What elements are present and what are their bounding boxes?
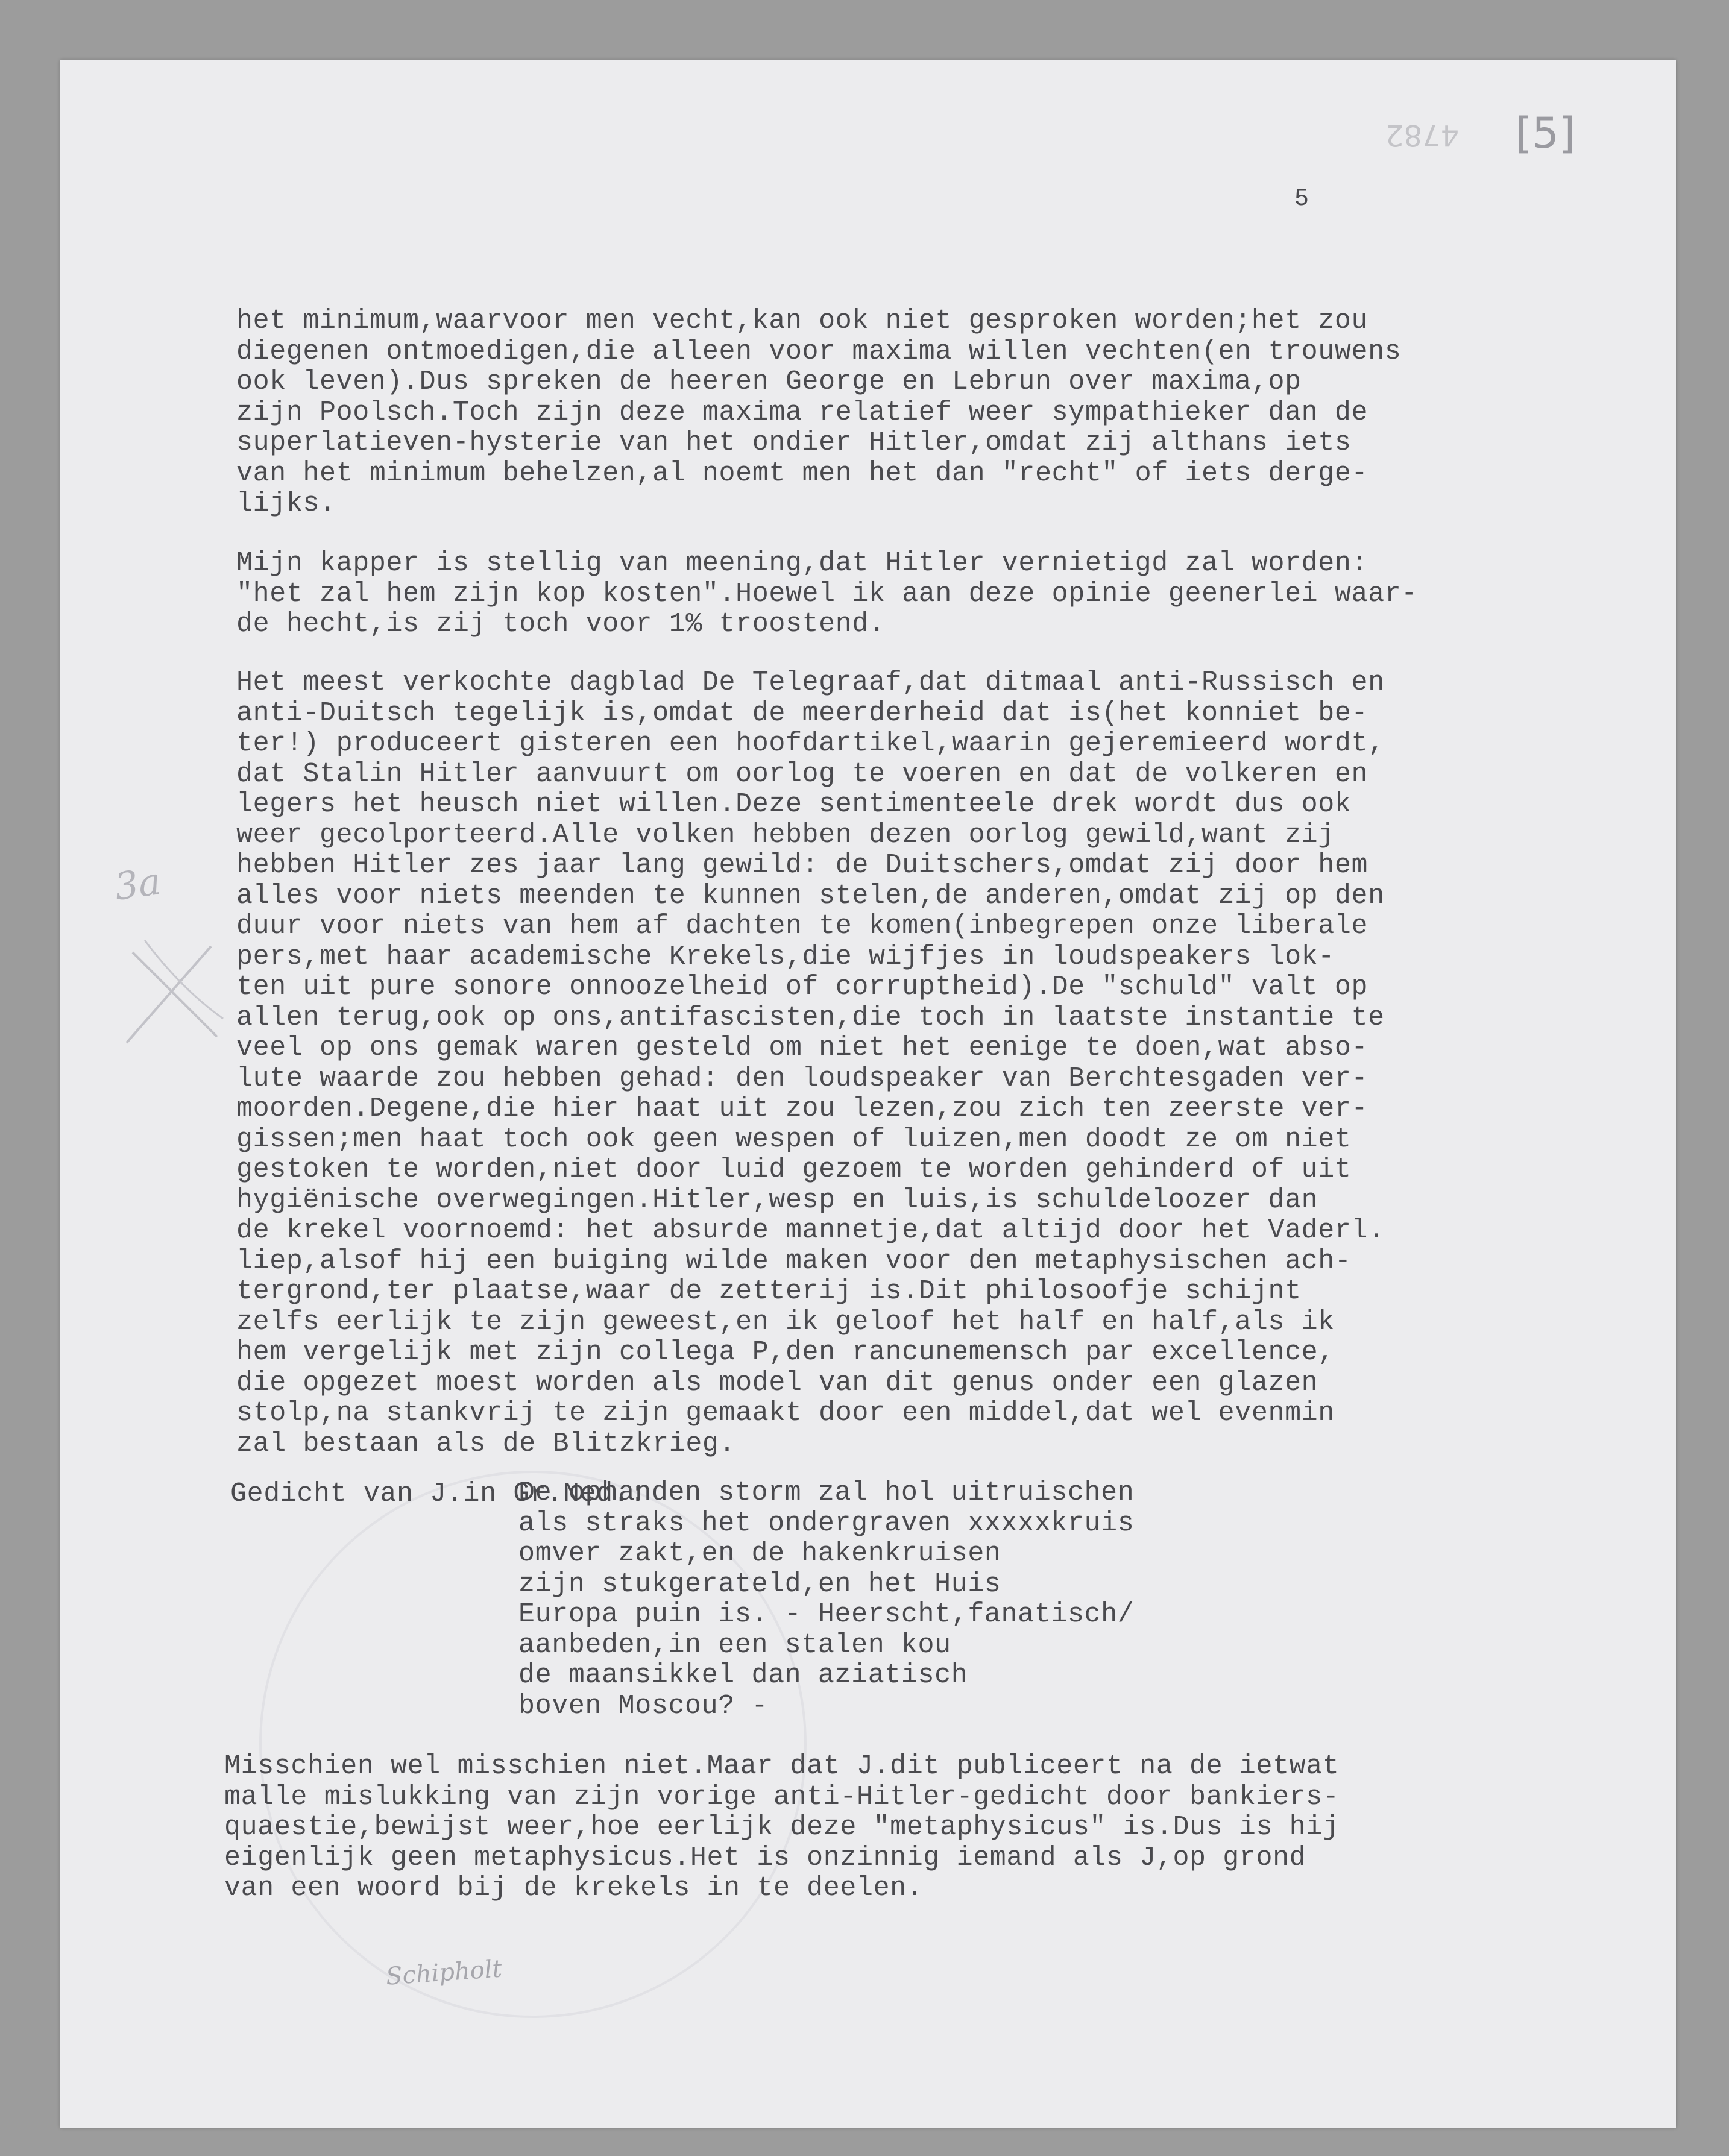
paragraph-4-line: Gedicht van J.in Gr.Ned.: — [230, 1479, 647, 1509]
poem-line: Europa puin is. - Heerscht,fanatisch/ — [518, 1599, 1135, 1630]
paragraph-1-line: superlatieven-hysterie van het ondier Hitler,omdat zij althans iets — [236, 427, 1352, 458]
poem-line: omver zakt,en de hakenkruisen — [518, 1538, 1001, 1569]
paragraph-3-line: hygiënische overwegingen.Hitler,wesp en luis,is schuldeloozer dan — [236, 1184, 1318, 1216]
paragraph-3-line: zelfs eerlijk te zijn geweest,en ik geloof het half en half,als ik — [236, 1306, 1335, 1337]
paragraph-3-line: gestoken te worden,niet door luid gezoem te worden gehinderd of uit — [236, 1154, 1352, 1185]
paragraph-3-line: moorden.Degene,die hier haat uit zou lezen,zou zich ten zeerste ver- — [236, 1093, 1368, 1124]
paragraph-2-line: "het zal hem zijn kop kosten".Hoewel ik aan deze opinie geenerlei waar- — [236, 578, 1418, 609]
paragraph-3-line: hebben Hitler zes jaar lang gewild: de Duitschers,omdat zij door hem — [236, 850, 1368, 881]
poem-line: als straks het ondergraven xxxxxkruis — [518, 1507, 1135, 1539]
paragraph-3-line: dat Stalin Hitler aanvuurt om oorlog te voeren en dat de volkeren en — [236, 758, 1368, 790]
paragraph-3-line: de krekel voornoemd: het absurde mannetje,dat altijd door het Vaderl. — [236, 1215, 1385, 1246]
paragraph-3-line: ten uit pure sonore onnoozelheid of corruptheid).De "schuld" valt op — [236, 972, 1368, 1002]
poem-line: de maansikkel dan aziatisch — [518, 1660, 968, 1691]
paragraph-3-line: ter!) produceert gisteren een hoofdartikel,waarin gejeremieerd wordt, — [236, 728, 1385, 759]
margin-note: 3a — [112, 859, 164, 909]
paragraph-3-line: stolp,na stankvrij te zijn gemaakt door een middel,dat wel evenmin — [236, 1398, 1335, 1428]
paragraph-2-line: Mijn kapper is stellig van meening,dat Hitler vernietigd zal worden: — [236, 548, 1368, 579]
closing-line: eigenlijk geen metaphysicus.Het is onzinnig iemand als J,op grond — [224, 1842, 1306, 1873]
paragraph-1-line: zijn Poolsch.Toch zijn deze maxima relatief weer sympathieker dan de — [236, 397, 1368, 428]
closing-paragraph — [224, 1752, 1340, 1904]
paragraph-3-line: weer gecolporteerd.Alle volken hebben dezen oorlog gewild,want zij — [236, 819, 1335, 850]
closing-line: malle mislukking van zijn vorige anti-Hitler-gedicht door bankiers- — [224, 1781, 1340, 1812]
paragraph-3-line: liep,alsof hij een buiging wilde maken voor den metaphysischen ach- — [236, 1245, 1352, 1277]
paragraph-3-line: lute waarde zou hebben gehad: den loudspeaker van Berchtesgaden ver- — [236, 1063, 1368, 1094]
page-number: 5 — [1294, 186, 1309, 213]
body-text-3 — [236, 607, 1385, 1490]
paragraph-3-line: allen terug,ook op ons,antifascisten,die toch in laatste instantie te — [236, 1002, 1385, 1033]
paragraph-3-line: alles voor niets meenden te kunnen stelen,de anderen,omdat zij op den — [236, 880, 1385, 911]
paragraph-2-line: de hecht,is zij toch voor 1% troostend. — [236, 609, 886, 640]
handwritten-signature: Schipholt — [385, 1955, 503, 1991]
poem-line: De ophanden storm zal hol uitruischen — [518, 1477, 1135, 1508]
paragraph-3-line: anti-Duitsch tegelijk is,omdat de meerderheid dat is(het konniet be- — [236, 697, 1368, 729]
paragraph-3-line: veel op ons gemak waren gesteld om niet het eenige te doen,wat abso- — [236, 1032, 1368, 1063]
paragraph-1-line: ook leven).Dus spreken de heeren George en Lebrun over maxima,op — [236, 366, 1302, 397]
paragraph-3-line: die opgezet moest worden als model van dit genus onder een glazen — [236, 1367, 1318, 1398]
paragraph-3-line: zal bestaan als de Blitzkrieg. — [236, 1428, 736, 1459]
poem — [518, 1478, 1134, 1721]
paragraph-3-line: tergrond,ter plaatse,waar de zetterij is.Dit philosoofje schijnt — [236, 1276, 1302, 1307]
page-bracket-number: [5] — [1516, 108, 1576, 158]
paragraph-3-line: gissen;men haat toch ook geen wespen of luizen,men doodt ze om niet — [236, 1124, 1352, 1155]
closing-line: Misschien wel misschien niet.Maar dat J.dit publiceert na de ietwat — [224, 1751, 1340, 1782]
paragraph-1-line: lijks. — [236, 488, 336, 519]
poem-line: boven Moscou? - — [518, 1690, 769, 1721]
paragraph-1-line: het minimum,waarvoor men vecht,kan ook niet gesproken worden;het zou — [236, 306, 1368, 336]
paragraph-3-line: hem vergelijk met zijn collega P,den rancunemensch par excellence, — [236, 1337, 1335, 1368]
paragraph-1-line: van het minimum behelzen,al noemt men het dan "recht" of iets derge- — [236, 457, 1368, 489]
poem-line: aanbeden,in een stalen kou — [518, 1629, 951, 1661]
paragraph-3 — [236, 668, 1385, 1459]
paragraph-3-line: legers het heusch niet willen.Deze sentimenteele drek wordt dus ook — [236, 789, 1352, 820]
poem-line: zijn stukgerateld,en het Huis — [518, 1568, 1001, 1600]
paragraph-3-line: duur voor niets van hem af dachten te komen(inbegrepen onze liberale — [236, 911, 1368, 941]
closing-line: van een woord bij de krekels in te deelen. — [224, 1873, 924, 1903]
paragraph-1-line: diegenen ontmoedigen,die alleen voor maxima willen vechten(en trouwens — [236, 336, 1402, 367]
paragraph-3-line: Het meest verkochte dagblad De Telegraaf,dat ditmaal anti-Russisch en — [236, 667, 1385, 698]
margin-cross-mark — [115, 928, 235, 1049]
closing-line: quaestie,bewijst weer,hoe eerlijk deze "metaphysicus" is.Dus is hij — [224, 1812, 1340, 1843]
paragraph-3-line: pers,met haar academische Krekels,die wijfjes in loudspeakers lok- — [236, 941, 1335, 972]
archive-number: 4782 — [1385, 118, 1460, 152]
